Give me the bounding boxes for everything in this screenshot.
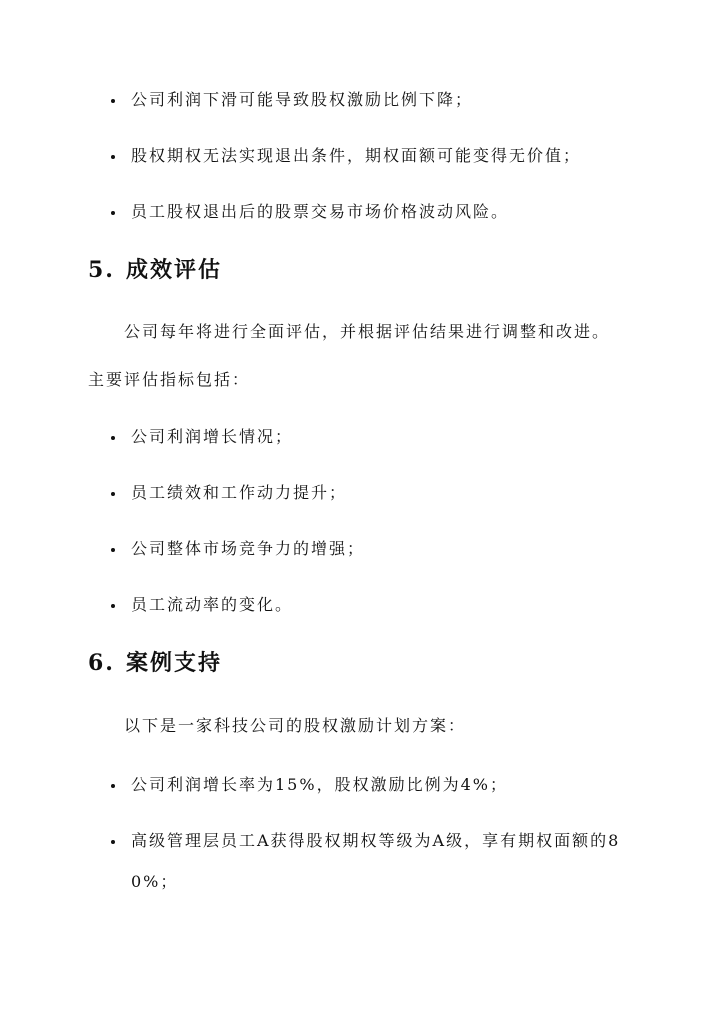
list-item-text: 员工绩效和工作动力提升； <box>131 483 348 502</box>
bullet-icon <box>111 604 115 608</box>
list-item <box>0 533 720 567</box>
list-item <box>0 140 720 174</box>
list-item <box>0 477 720 511</box>
list-item <box>0 421 720 455</box>
paragraph-line: 公司每年将进行全面评估，并根据评估结果进行调整和改进。 <box>124 322 611 341</box>
list-item <box>0 825 720 859</box>
section-number: 6. <box>88 650 115 676</box>
bullet-icon <box>111 784 115 788</box>
list-item-text: 公司利润增长率为15%，股权激励比例为4%； <box>131 775 508 794</box>
list-item-text: 员工股权退出后的股票交易市场价格波动风险。 <box>131 202 510 221</box>
section-title: 成效评估 <box>126 257 223 283</box>
paragraph-line: 以下是一家科技公司的股权激励计划方案： <box>124 716 467 735</box>
bullet-icon <box>111 99 115 103</box>
bullet-icon <box>111 548 115 552</box>
list-item <box>0 589 720 623</box>
list-item <box>0 769 720 803</box>
bullet-icon <box>111 492 115 496</box>
list-item-text: 员工流动率的变化。 <box>131 595 294 614</box>
list-item <box>0 84 720 118</box>
list-item-text: 公司利润下滑可能导致股权激励比例下降； <box>131 90 474 109</box>
bullet-icon <box>111 155 115 159</box>
section-title: 案例支持 <box>126 650 223 676</box>
list-item-text: 股权期权无法实现退出条件，期权面额可能变得无价值； <box>131 146 582 165</box>
section-heading <box>88 255 222 285</box>
list-item-text: 公司利润增长情况； <box>131 427 294 446</box>
bullet-icon <box>111 436 115 440</box>
bullet-icon <box>111 211 115 215</box>
list-item <box>0 196 720 230</box>
section-heading <box>88 648 222 678</box>
list-item-continuation: 0%； <box>131 872 179 891</box>
list-item-text: 高级管理层员工A获得股权期权等级为A级，享有期权面额的8 <box>131 831 621 850</box>
paragraph-line: 主要评估指标包括： <box>88 370 251 389</box>
list-item-text: 公司整体市场竞争力的增强； <box>131 539 366 558</box>
bullet-icon <box>111 840 115 844</box>
section-number: 5. <box>88 257 115 283</box>
